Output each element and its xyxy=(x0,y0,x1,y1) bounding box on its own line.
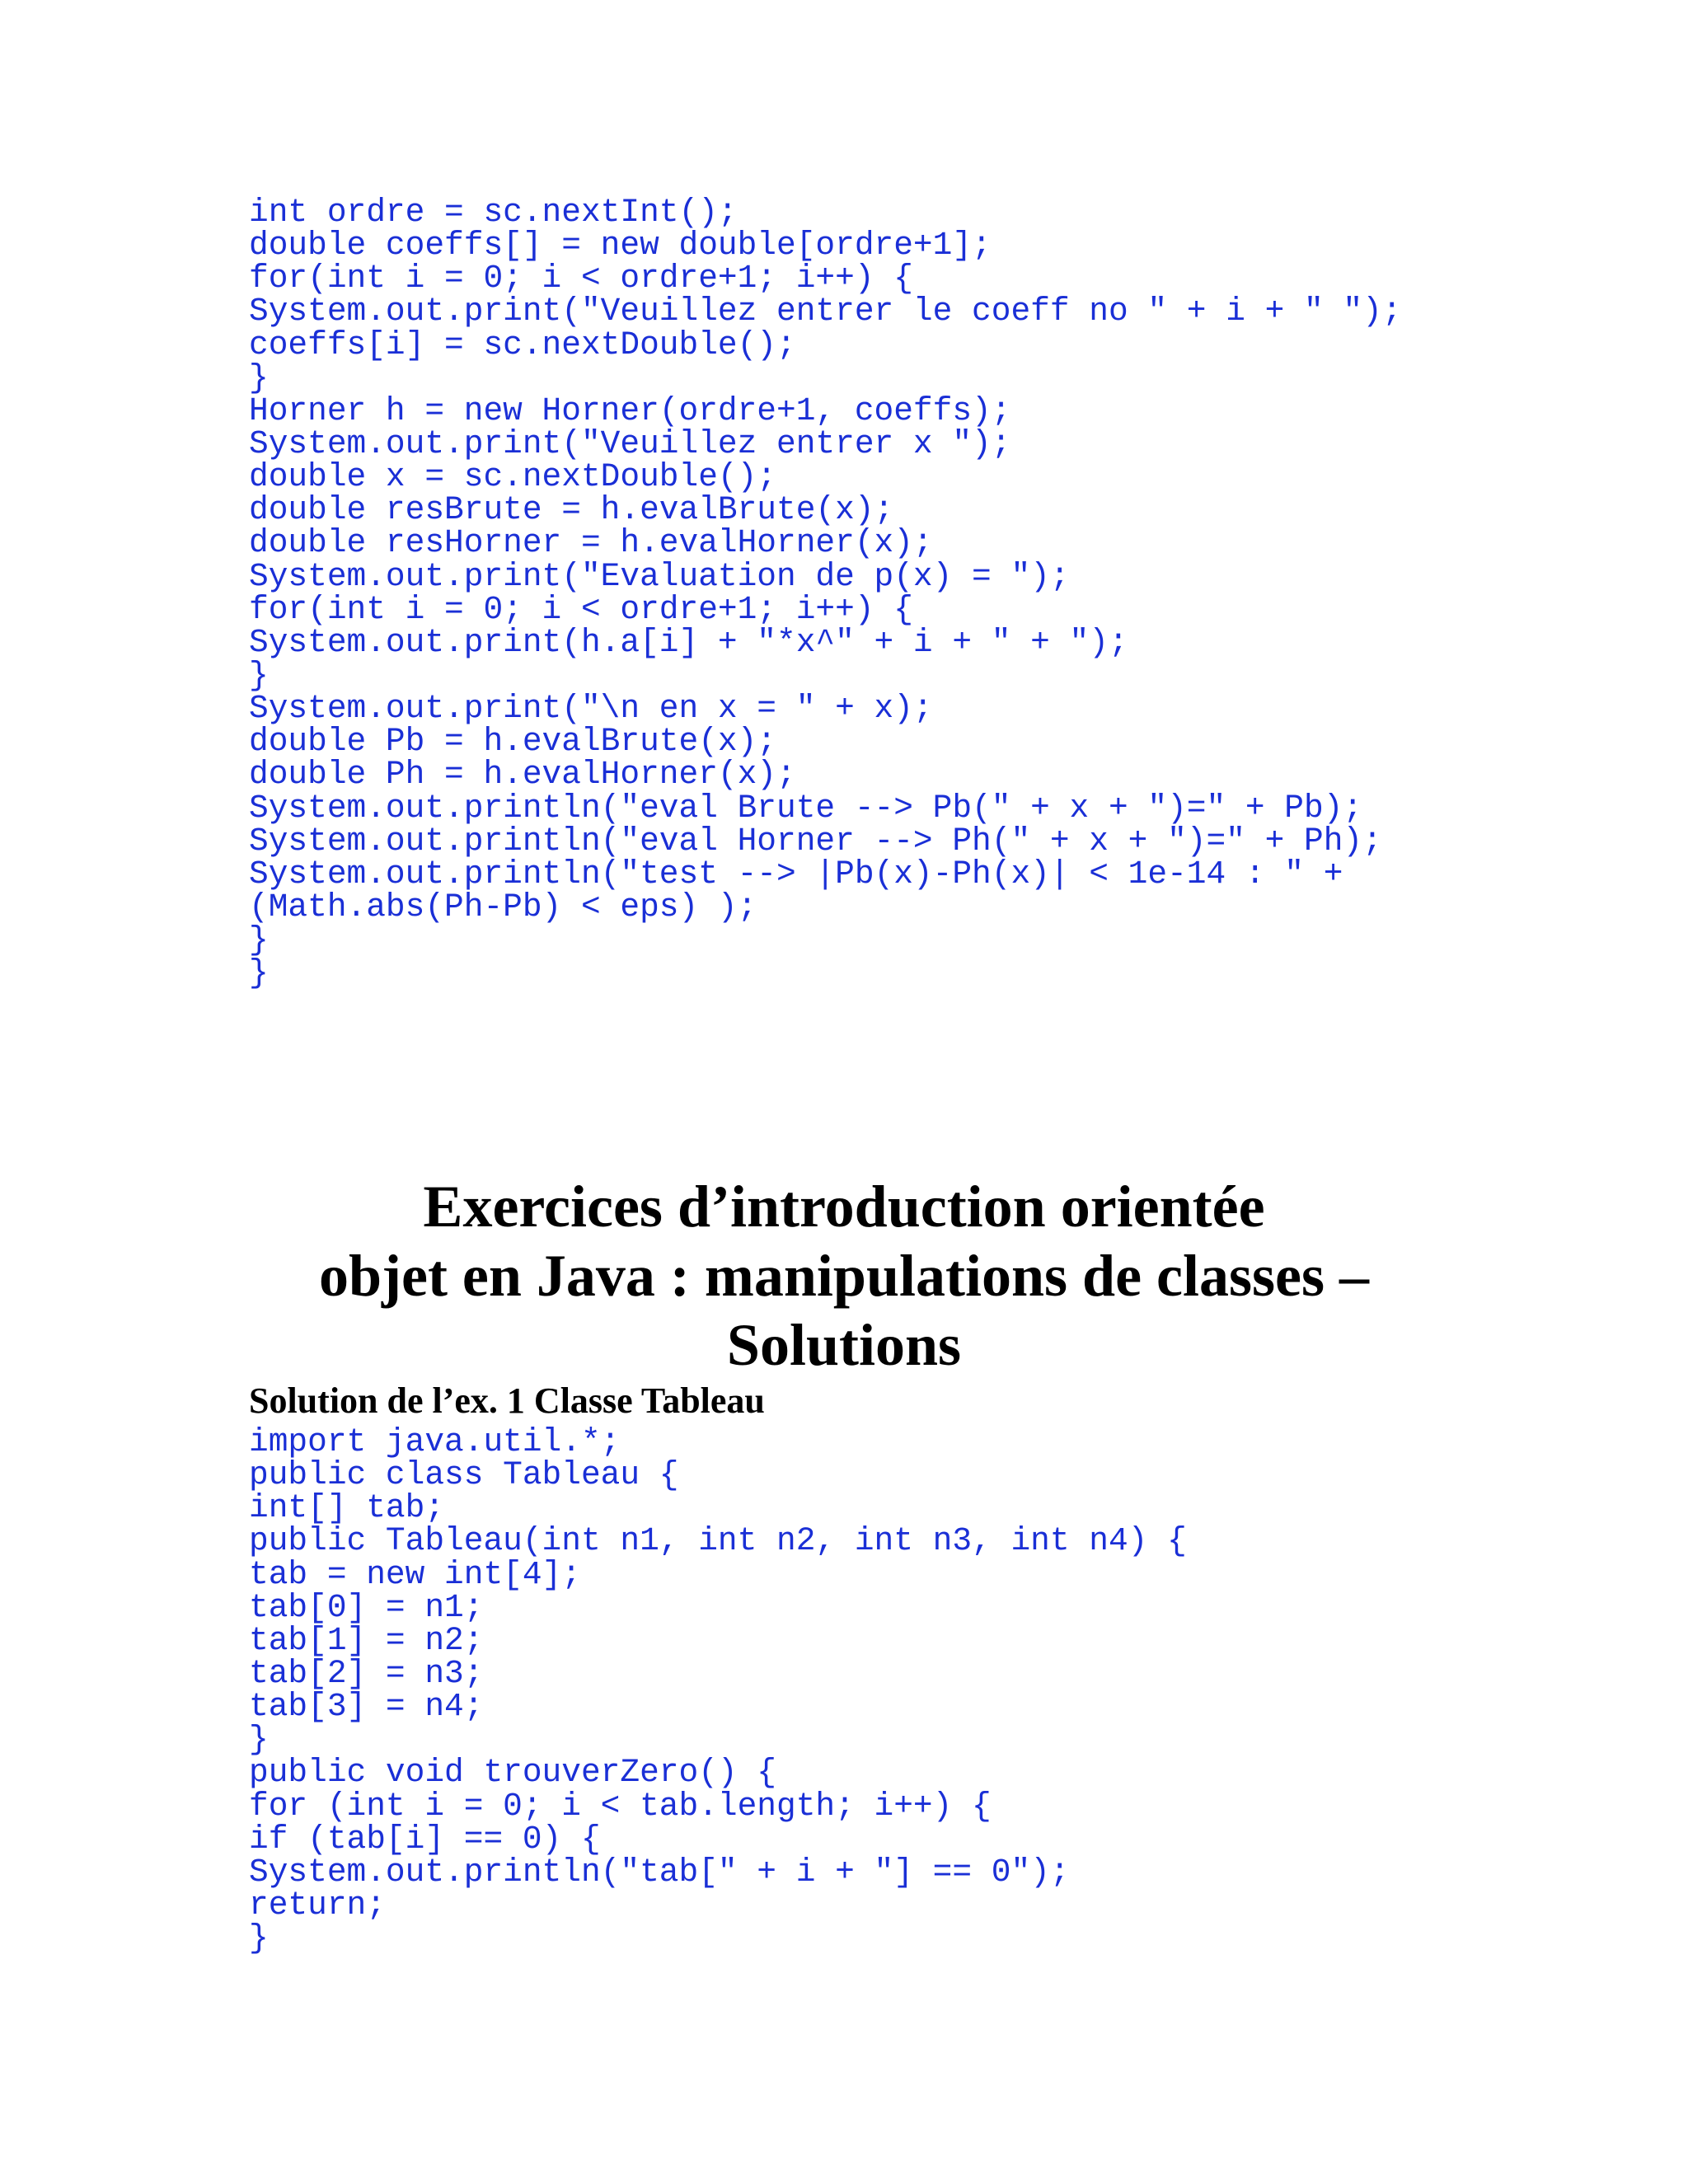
code-line: System.out.print("Veuillez entrer le coeff no " + i + " "); xyxy=(249,293,1402,330)
code-line: public Tableau(int n1, int n2, int n3, int n4) { xyxy=(249,1522,1187,1560)
code-line: System.out.println("test --> |Pb(x)-Ph(x)| < 1e-14 : " + xyxy=(249,855,1343,893)
code-line: double resHorner = h.evalHorner(x); xyxy=(249,524,933,562)
code-line: System.out.println("tab[" + i + "] == 0"); xyxy=(249,1853,1070,1891)
code-line: (Math.abs(Ph-Pb) < eps) ); xyxy=(249,888,757,926)
code-line: } xyxy=(249,954,269,992)
code-line: tab[0] = n1; xyxy=(249,1588,484,1626)
title-line-3: Solutions xyxy=(726,1312,962,1378)
code-line: double Ph = h.evalHorner(x); xyxy=(249,756,796,794)
code-line: tab[3] = n4; xyxy=(249,1688,484,1726)
code-line: } xyxy=(249,656,269,694)
code-line: System.out.print("Veuillez entrer x "); xyxy=(249,424,1011,462)
code-line: tab[2] = n3; xyxy=(249,1654,484,1692)
code-line: for(int i = 0; i < ordre+1; i++) { xyxy=(249,260,913,298)
code-line: return; xyxy=(249,1886,386,1924)
code-listing-horner-main xyxy=(249,196,1402,990)
code-line: System.out.print(h.a[i] + "*x^" + i + " + "); xyxy=(249,623,1128,661)
title-line-2: objet en Java : manipulations de classes – xyxy=(318,1243,1370,1309)
code-line: int[] tab; xyxy=(249,1489,445,1527)
code-line: System.out.print("\n en x = " + x); xyxy=(249,690,933,728)
code-line: double x = sc.nextDouble(); xyxy=(249,458,777,496)
title-line-1: Exercices d’introduction orientée xyxy=(423,1174,1265,1240)
code-line: double resBrute = h.evalBrute(x); xyxy=(249,491,894,529)
section-heading: Solution de l’ex. 1 Classe Tableau xyxy=(249,1380,765,1421)
code-line: public void trouverZero() { xyxy=(249,1754,777,1792)
code-line: tab[1] = n2; xyxy=(249,1621,484,1659)
code-line: for (int i = 0; i < tab.length; i++) { xyxy=(249,1787,992,1825)
code-listing-tableau-class xyxy=(249,1423,1187,1957)
code-line: Horner h = new Horner(ordre+1, coeffs); xyxy=(249,391,1011,429)
code-line: public class Tableau { xyxy=(249,1456,679,1494)
code-line: tab = new int[4]; xyxy=(249,1555,581,1593)
code-line: double Pb = h.evalBrute(x); xyxy=(249,723,777,761)
code-line: } xyxy=(249,1919,269,1957)
code-line: } xyxy=(249,359,269,396)
code-line: int ordre = sc.nextInt(); xyxy=(249,194,738,231)
code-line: double coeffs[] = new double[ordre+1]; xyxy=(249,227,992,265)
code-line: System.out.println("eval Brute --> Pb(" + x + ")=" + Pb); xyxy=(249,789,1363,827)
code-line: } xyxy=(249,921,269,959)
code-line: import java.util.*; xyxy=(249,1423,621,1460)
code-line: } xyxy=(249,1721,269,1759)
code-line: System.out.print("Evaluation de p(x) = "); xyxy=(249,557,1070,595)
code-line: System.out.println("eval Horner --> Ph(" + x + ")=" + Ph); xyxy=(249,822,1382,860)
code-line: for(int i = 0; i < ordre+1; i++) { xyxy=(249,590,913,628)
code-line: coeffs[i] = sc.nextDouble(); xyxy=(249,326,796,363)
code-line: if (tab[i] == 0) { xyxy=(249,1820,601,1858)
page-title xyxy=(0,1172,1688,1380)
